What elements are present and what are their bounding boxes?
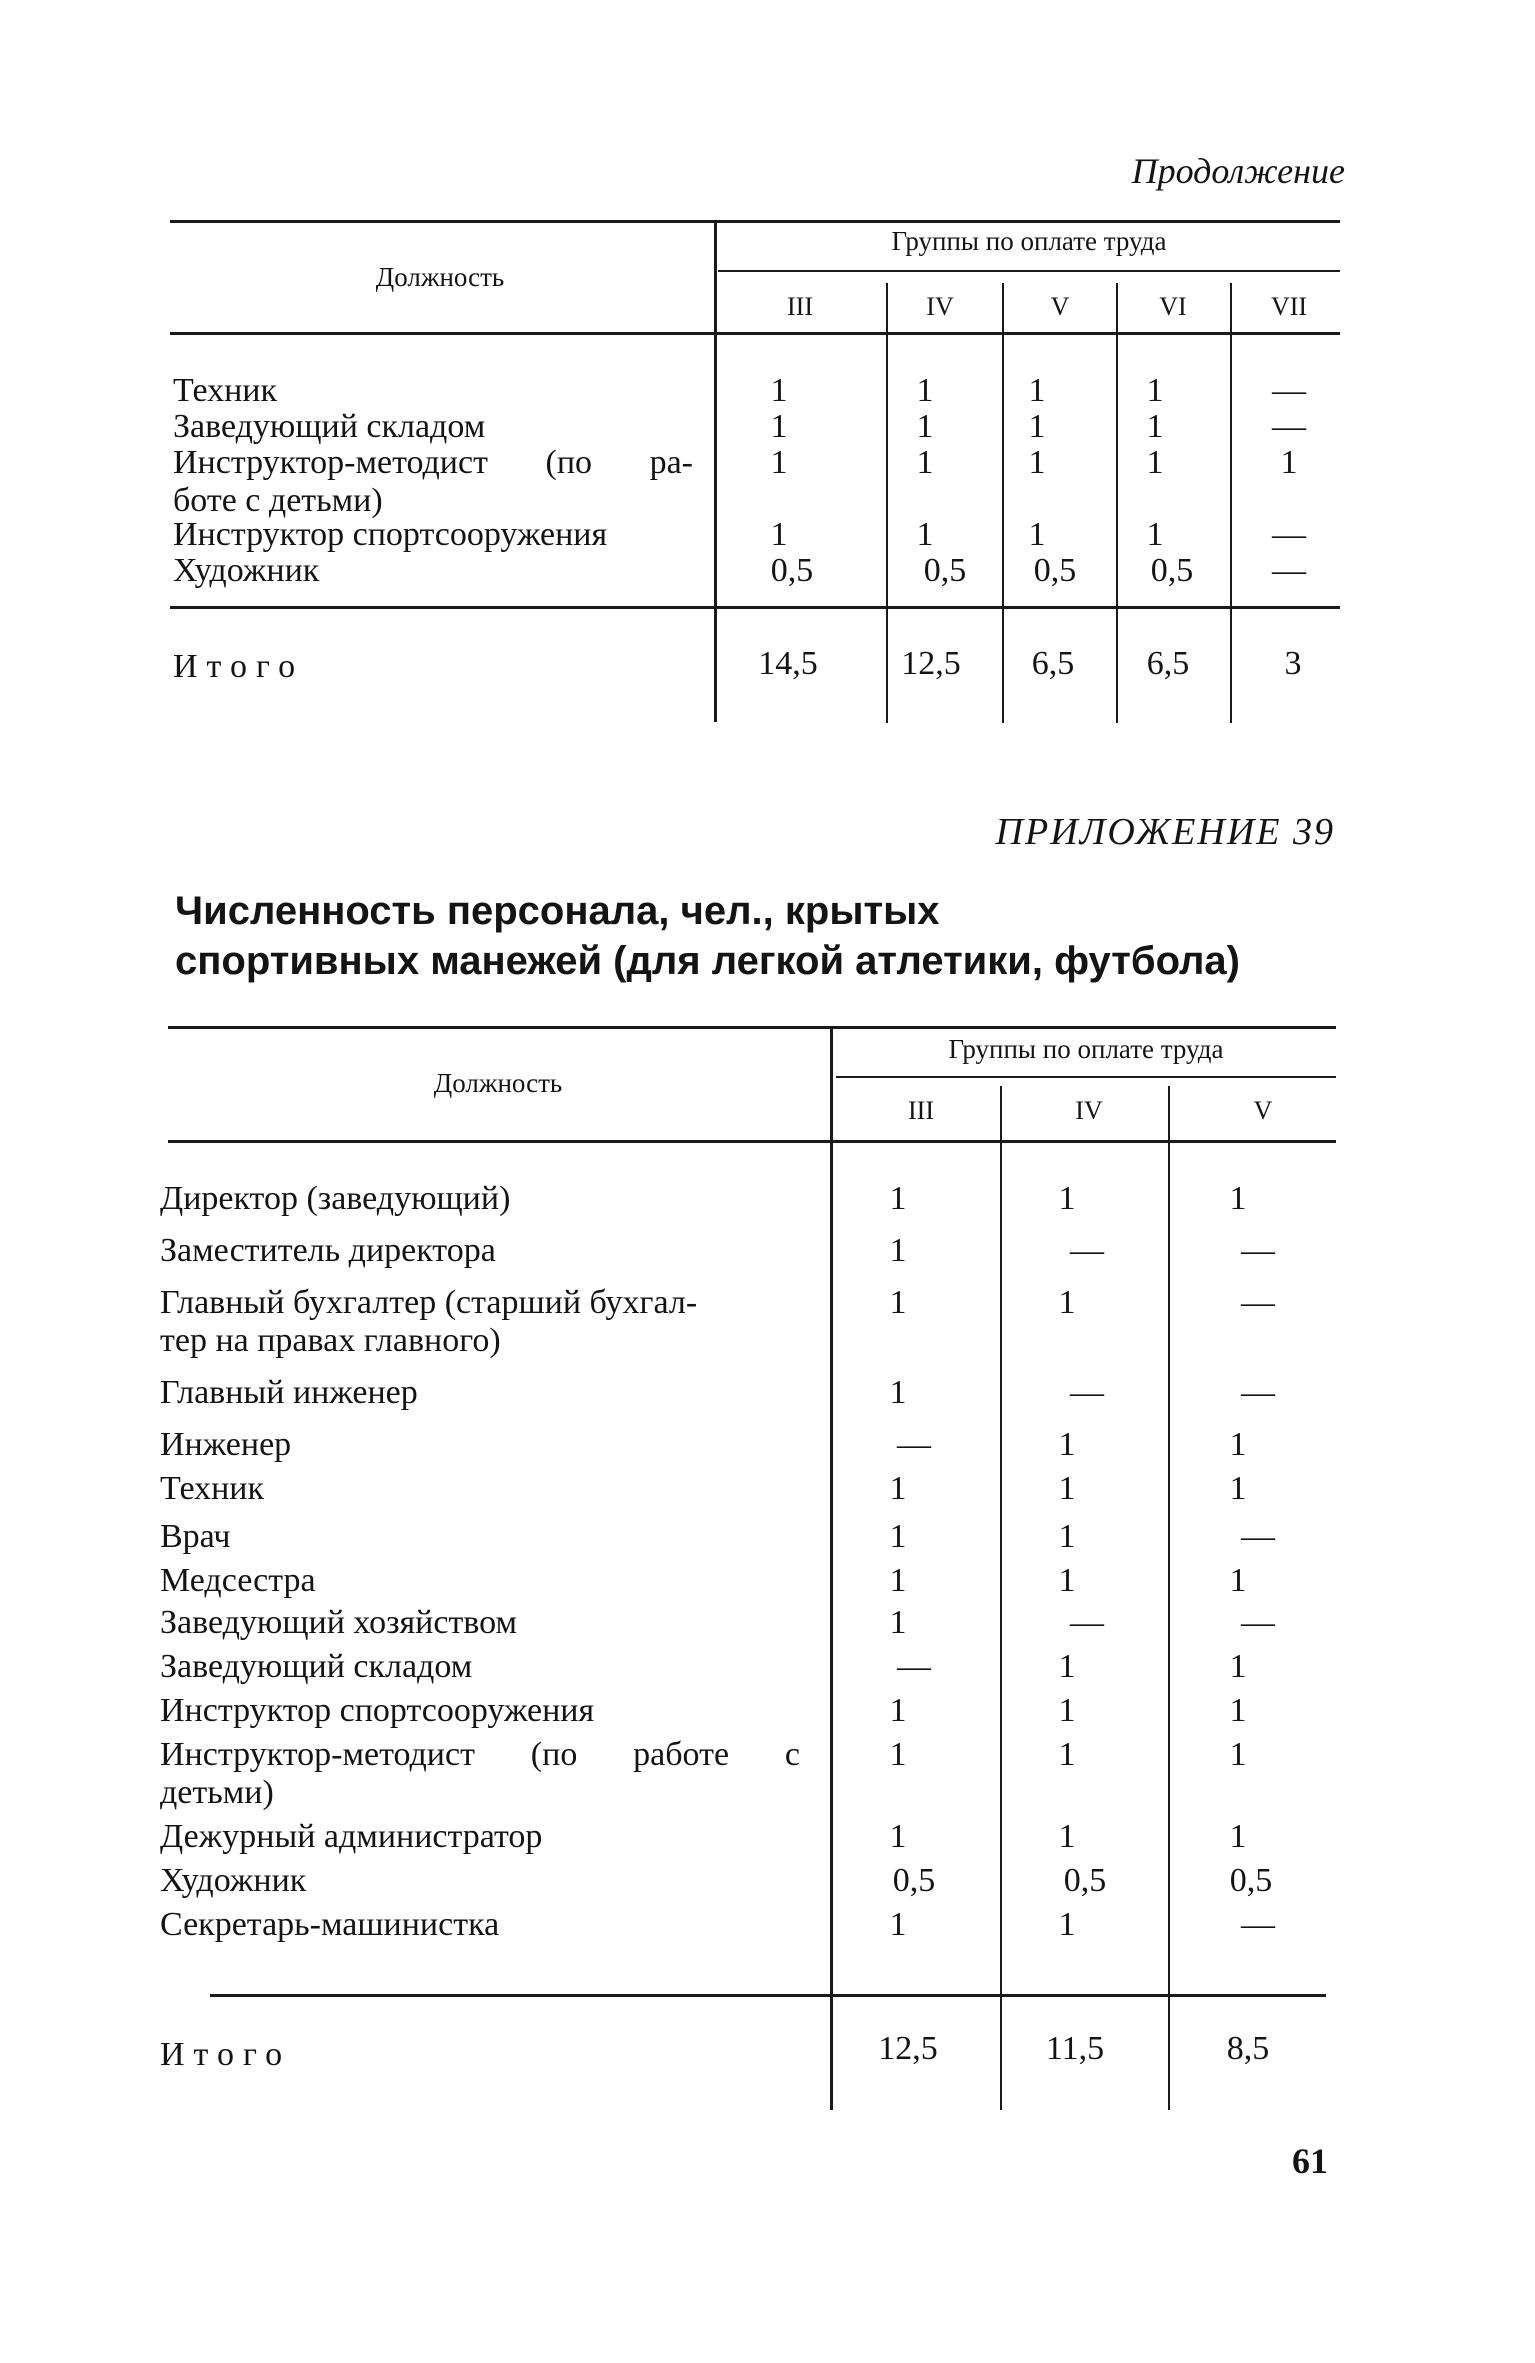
table-cell: 1 [1028,408,1046,445]
table-cell: 1 [916,516,934,553]
table-cell: 1 [889,1374,907,1411]
group-column-header: VII [1270,292,1308,321]
group-column-header: III [908,1096,934,1125]
position-name: Заместитель директора [160,1232,496,1269]
table-cell: 0,5 [923,552,967,589]
table-cell: 1 [1146,372,1164,409]
table-rule [168,1026,1336,1029]
table-cell: — [1241,1232,1275,1269]
table-cell: — [1070,1232,1104,1269]
position-name: Техник [173,372,278,409]
table-cell: 1 [1058,1470,1076,1507]
table-cell: 1 [889,1818,907,1855]
table-cell: — [897,1426,931,1463]
table-cell: 1 [889,1604,907,1641]
table-cell: 1 [889,1232,907,1269]
table-cell: — [1241,1284,1275,1321]
table-cell: 1 [1058,1562,1076,1599]
table-cell: 1 [889,1562,907,1599]
table-cell: 1 [1146,408,1164,445]
table-cell: 1 [889,1692,907,1729]
table-cell: 1 [770,516,788,553]
pay-groups-header: Группы по оплате труда [948,1034,1224,1064]
position-name: Директор (заведующий) [160,1180,511,1217]
position-name: Художник [173,552,320,589]
group-column-header: IV [1075,1096,1103,1125]
position-name: Дежурный администратор [160,1818,543,1855]
table-cell: 1 [1028,372,1046,409]
total-cell: 6,5 [1146,645,1190,682]
total-cell: 12,5 [878,2030,938,2067]
table-cell: 1 [1229,1648,1247,1685]
position-name: Инструктор спортсооружения [160,1692,595,1729]
table-cell: — [1070,1374,1104,1411]
table-cell: 1 [1058,1426,1076,1463]
title-line: спортивных манежей (для легкой атлетики, футбола) [175,939,1240,983]
table-divider [1230,283,1232,723]
position-name: Главный инженер [160,1374,418,1411]
position-name [160,1284,800,1360]
total-cell: 14,5 [758,645,818,682]
table-cell: 1 [889,1180,907,1217]
total-cell: 8,5 [1226,2030,1270,2067]
table-rule [170,332,1340,335]
table-rule [718,270,1340,272]
table-cell: 1 [1058,1736,1076,1773]
table-cell: 0,5 [1150,552,1194,589]
position-name: Медсестра [160,1562,316,1599]
position-name: Секретарь-машинистка [160,1906,500,1943]
table-cell: — [1241,1906,1275,1943]
table-cell: — [1241,1518,1275,1555]
table-cell: — [1272,516,1306,553]
table-rule [210,1994,1326,1997]
total-label: Итого [173,648,305,685]
position-column-header: Должность [375,262,505,292]
table-cell: 1 [1028,444,1046,481]
total-cell: 11,5 [1045,2030,1105,2067]
table-rule [170,220,1340,223]
table-cell: 0,5 [892,1862,936,1899]
table-cell: 0,5 [770,552,814,589]
position-name [160,1736,800,1812]
pay-groups-header: Группы по оплате труда [891,226,1167,256]
table-cell: 1 [1058,1648,1076,1685]
table-cell: — [1241,1604,1275,1641]
title-line: Численность персонала, чел., крытых [175,889,940,933]
total-label: Итого [160,2036,292,2073]
continuation-label: Продолжение [1131,151,1345,191]
table-cell: — [1272,408,1306,445]
table-cell: 1 [889,1470,907,1507]
table-cell: 0,5 [1063,1862,1107,1899]
table-cell: 1 [889,1284,907,1321]
table-cell: 1 [1058,1818,1076,1855]
table-cell: 1 [770,444,788,481]
table-divider [1000,1086,1002,2110]
total-cell: 12,5 [901,645,961,682]
position-name-line: Инструктор-методист (по ра- [173,444,693,481]
table-rule [168,1140,1336,1143]
table-cell: 1 [916,444,934,481]
table-cell: 1 [1058,1906,1076,1943]
page-number: 61 [1292,2141,1328,2181]
position-name: Врач [160,1518,231,1555]
table-cell: 1 [770,372,788,409]
position-name: Заведующий складом [173,408,486,445]
position-column-header: Должность [433,1068,563,1098]
table-cell: 1 [1229,1180,1247,1217]
table-cell: 0,5 [1229,1862,1273,1899]
group-column-header: IV [926,292,954,321]
table-cell: — [897,1648,931,1685]
table-cell: 1 [1058,1692,1076,1729]
group-column-header: VI [1159,292,1187,321]
table-cell: 1 [889,1518,907,1555]
appendix-label: ПРИЛОЖЕНИЕ 39 [995,811,1335,853]
position-name [173,444,693,520]
position-name: Заведующий хозяйством [160,1604,517,1641]
table-cell: — [1272,372,1306,409]
table-divider [830,1028,833,2110]
position-name-line: детьми) [160,1774,274,1811]
table-cell: 1 [1058,1518,1076,1555]
position-name: Художник [160,1862,307,1899]
table-cell: 1 [1229,1736,1247,1773]
position-name: Инструктор спортсооружения [173,516,608,553]
table-cell: 1 [1146,444,1164,481]
table-cell: 1 [889,1736,907,1773]
table-cell: 1 [1229,1818,1247,1855]
group-column-header: V [1253,1096,1273,1125]
position-name-line: тер на правах главного) [160,1322,501,1359]
table-cell: 1 [1229,1692,1247,1729]
position-name-line: боте с детьми) [173,482,383,519]
table-cell: 1 [1028,516,1046,553]
table-cell: 1 [770,408,788,445]
table-cell: — [1272,552,1306,589]
table-cell: 1 [1280,444,1298,481]
table-cell: 1 [889,1906,907,1943]
group-column-header: III [787,292,813,321]
position-name: Заведующий складом [160,1648,473,1685]
table-rule [836,1076,1336,1078]
table-cell: 1 [1229,1470,1247,1507]
table-rule [170,606,1340,609]
position-name: Инженер [160,1426,292,1463]
table-cell: 1 [1058,1284,1076,1321]
table-cell: 1 [1058,1180,1076,1217]
table-cell: 1 [1146,516,1164,553]
table-divider [714,222,717,722]
table-title [175,886,1240,986]
group-column-header: V [1050,292,1070,321]
table-cell: 0,5 [1033,552,1077,589]
table-cell: 1 [1229,1426,1247,1463]
table-cell: — [1241,1374,1275,1411]
table-cell: 1 [916,372,934,409]
table-divider [1168,1086,1170,2110]
position-name-line: Главный бухгалтер (старший бухгал- [160,1284,698,1321]
total-cell: 6,5 [1031,645,1075,682]
total-cell: 3 [1284,645,1302,682]
table-cell: — [1070,1604,1104,1641]
position-name: Техник [160,1470,265,1507]
position-name-line: Инструктор-методист (по работе с [160,1736,800,1773]
table-cell: 1 [916,408,934,445]
table-cell: 1 [1229,1562,1247,1599]
